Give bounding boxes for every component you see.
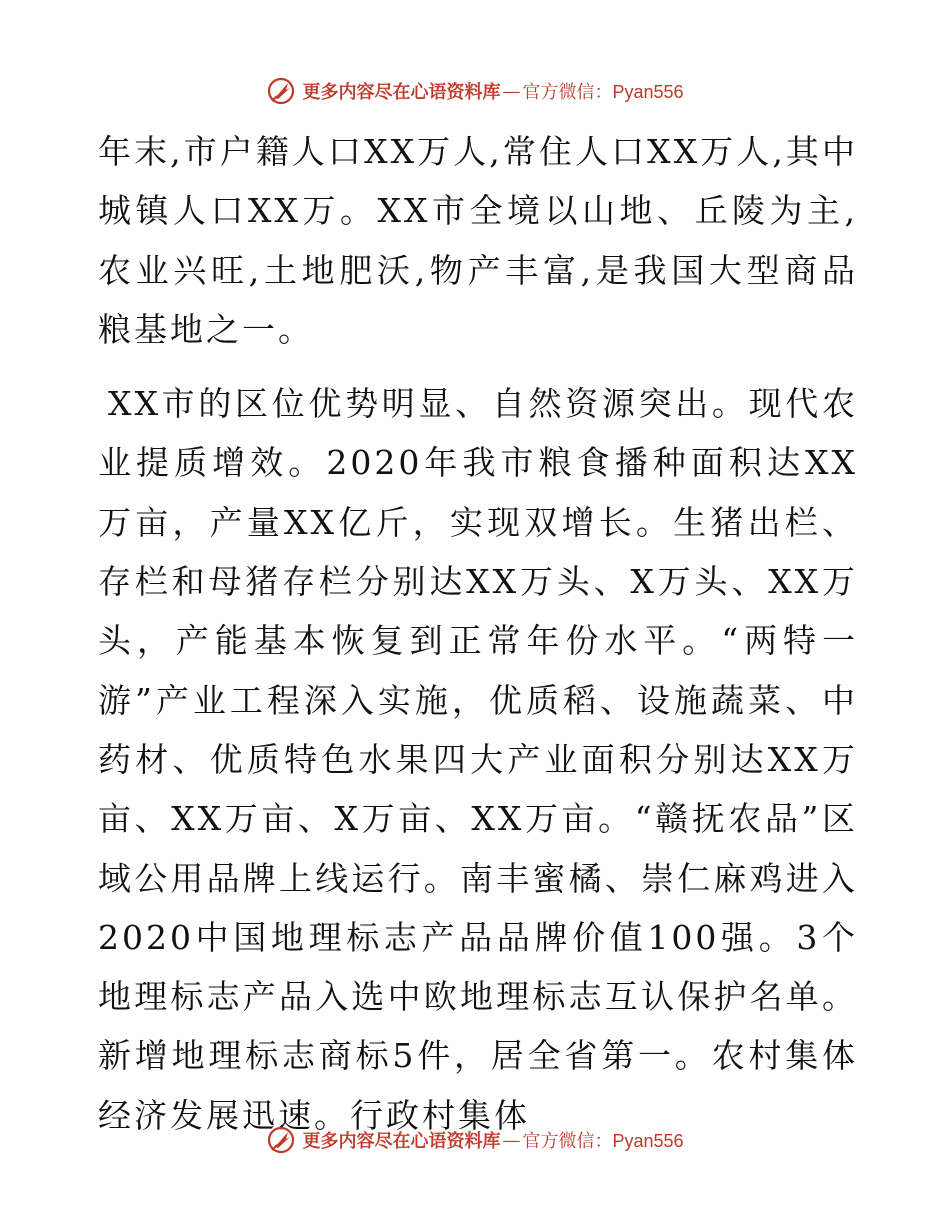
- document-body: [98, 122, 858, 1145]
- paragraph-2: XX市的区位优势明显、自然资源突出。现代农业提质增效。2020年我市粮食播种面积达XX万亩，产量XX亿斤，实现双增长。生猪出栏、存栏和母猪存栏分别达XX万头、X万头、XX万头，产能基本恢复到正常年份水平。“两特一游”产业工程深入实施，优质稻、设施蔬菜、中药材、优质特色水果四大产业面积分别达XX万亩、XX万亩、X万亩、XX万亩。“赣抚农品”区域公用品牌上线运行。南丰蜜橘、崇仁麻鸡进入2020中国地理标志产品品牌价值100强。3个地理标志产品入选中欧地理标志互认保护名单。新增地理标志商标5件，居全省第一。农村集体经济发展迅速。行政村集体: [98, 384, 858, 1135]
- banner-text: 更多内容尽在心语资料库: [302, 82, 501, 103]
- banner-wechat: 官方微信：Pyan556: [522, 82, 684, 102]
- quill-logo-icon: [266, 1125, 296, 1155]
- paragraph-1: 年末,市户籍人口XX万人,常住人口XX万人,其中城镇人口XX万。XX市全境以山地、丘陵为主,农业兴旺,土地肥沃,物产丰富,是我国大型商品粮基地之一。: [98, 132, 858, 349]
- footer-banner: [0, 1120, 950, 1160]
- banner-dash: —: [502, 1129, 521, 1151]
- quill-logo-icon: [266, 76, 296, 106]
- banner-text: 更多内容尽在心语资料库: [302, 1131, 501, 1152]
- header-banner: [0, 71, 950, 111]
- banner-wechat: 官方微信：Pyan556: [522, 1131, 684, 1151]
- banner-dash: —: [502, 80, 521, 102]
